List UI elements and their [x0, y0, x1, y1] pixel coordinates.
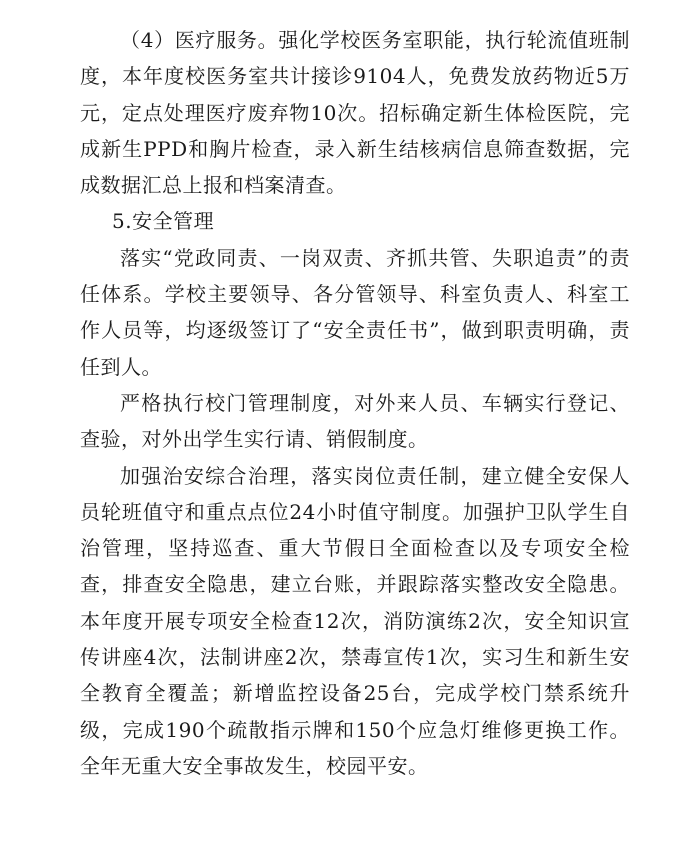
paragraph-gate-management: 严格执行校门管理制度，对外来人员、车辆实行登记、查验，对外出学生实行请、销假制度。 [80, 390, 630, 452]
paragraph-public-security: 加强治安综合治理，落实岗位责任制，建立健全安保人员轮班值守和重点点位24小时值守制度。加强护卫队学生自治管理，坚持巡查、重大节假日全面检查以及专项安全检查，排查安全隐患，建立台账，并跟踪落实整改安全隐患。本年度开展专项安全检查12次，消防演练2次，安全知识宣传讲座4次，法制讲座2次，禁毒宣传1次，实习生和新生安全教育全覆盖；新增监控设备25台，完成学校门禁系统升级，完成190个疏散指示牌和150个应急灯维修更换工作。全年无重大安全事故发生，校园平安。 [80, 463, 630, 778]
document-page [80, 22, 630, 784]
paragraph-medical-service: （4）医疗服务。强化学校医务室职能，执行轮流值班制度，本年度校医务室共计接诊9104人，免费发放药物近5万元，定点处理医疗废弃物10次。招标确定新生体检医院，完成新生PPD和胸片检查，录入新生结核病信息筛查数据，完成数据汇总上报和档案清查。 [80, 28, 630, 198]
paragraph-responsibility-system: 落实“党政同责、一岗双责、齐抓共管、失职追责”的责任体系。学校主要领导、各分管领导、科室负责人、科室工作人员等，均逐级签订了“安全责任书”，做到职责明确，责任到人。 [80, 245, 630, 379]
section-heading-safety-management: 5.安全管理 [112, 209, 215, 234]
